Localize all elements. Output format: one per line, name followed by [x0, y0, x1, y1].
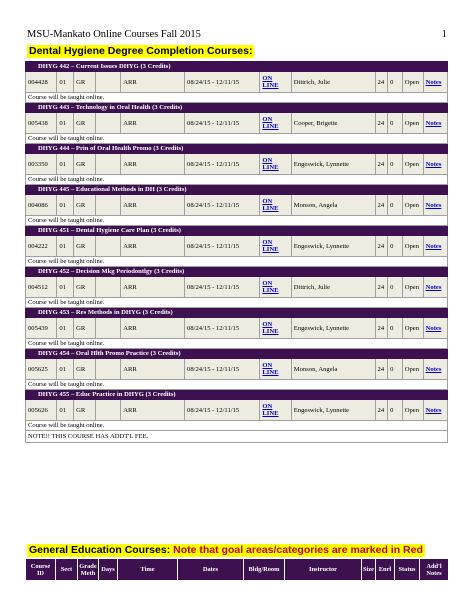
- cell-notes-link[interactable]: Notes: [423, 318, 447, 339]
- cell-bldg-room-online-link[interactable]: ON LINE: [260, 236, 291, 257]
- cell-status: Open: [402, 113, 423, 134]
- course-note-row: [26, 175, 448, 185]
- cell-instructor: Dittrich, Julie: [291, 277, 375, 298]
- cell-days: [96, 195, 121, 216]
- cell-status: Open: [402, 318, 423, 339]
- cell-bldg-room-online-link[interactable]: ON LINE: [260, 195, 291, 216]
- course-title: DHYG 451 – Dental Hygiene Care Plan (3 Credits): [26, 226, 448, 236]
- gen-ed-column-header: Sect: [56, 559, 78, 581]
- cell-enrl: 0: [388, 400, 403, 421]
- gen-ed-column-header: Status: [395, 559, 420, 581]
- cell-time: ARR: [121, 236, 185, 257]
- cell-status: Open: [402, 154, 423, 175]
- cell-days: [96, 318, 121, 339]
- gen-ed-column-header: Size: [362, 559, 376, 581]
- course-note: Course will be taught online.: [26, 298, 448, 308]
- cell-dates: 08/24/15 - 12/11/15: [185, 195, 260, 216]
- cell-enrl: 0: [388, 236, 403, 257]
- cell-status: Open: [402, 277, 423, 298]
- cell-status: Open: [402, 359, 423, 380]
- cell-time: ARR: [121, 400, 185, 421]
- cell-course-id: 004086: [26, 195, 57, 216]
- cell-course-id: 004428: [26, 72, 57, 93]
- course-header-row: [26, 349, 448, 359]
- cell-time: ARR: [121, 72, 185, 93]
- cell-time: ARR: [121, 359, 185, 380]
- course-title: DHYG 445 – Educational Methods in DH (3 Credits): [26, 185, 448, 195]
- cell-grade-meth: GR: [74, 318, 96, 339]
- cell-grade-meth: GR: [74, 277, 96, 298]
- cell-time: ARR: [121, 318, 185, 339]
- cell-size: 24: [375, 72, 388, 93]
- cell-status: Open: [402, 236, 423, 257]
- cell-grade-meth: GR: [74, 72, 96, 93]
- cell-grade-meth: GR: [74, 113, 96, 134]
- course-note: Course will be taught online.: [26, 421, 448, 431]
- course-note-row: [26, 134, 448, 144]
- gen-ed-header-row: [26, 559, 449, 581]
- cell-sect: 01: [57, 236, 74, 257]
- course-title: DHYG 454 – Oral Hlth Promo Practice (3 Credits): [26, 349, 448, 359]
- gen-ed-column-header: Grade Meth: [78, 559, 99, 581]
- cell-days: [96, 277, 121, 298]
- fee-note-row: [26, 431, 448, 443]
- gen-ed-column-header: Course ID: [26, 559, 56, 581]
- course-note-row: [26, 298, 448, 308]
- cell-dates: 08/24/15 - 12/11/15: [185, 318, 260, 339]
- cell-notes-link[interactable]: Notes: [423, 195, 447, 216]
- course-header-row: [26, 267, 448, 277]
- section-title: [27, 45, 254, 58]
- course-section-row: [26, 154, 448, 175]
- cell-notes-link[interactable]: Notes: [423, 400, 447, 421]
- cell-notes-link[interactable]: Notes: [423, 113, 447, 134]
- course-section-row: [26, 318, 448, 339]
- cell-dates: 08/24/15 - 12/11/15: [185, 400, 260, 421]
- course-note-row: [26, 257, 448, 267]
- cell-enrl: 0: [388, 195, 403, 216]
- cell-dates: 08/24/15 - 12/11/15: [185, 113, 260, 134]
- cell-notes-link[interactable]: Notes: [423, 359, 447, 380]
- gen-ed-column-header: Instructor: [285, 559, 362, 581]
- cell-enrl: 0: [388, 277, 403, 298]
- document-title: MSU-Mankato Online Courses Fall 2015: [27, 29, 201, 40]
- cell-size: 24: [375, 318, 388, 339]
- cell-dates: 08/24/15 - 12/11/15: [185, 236, 260, 257]
- cell-enrl: 0: [388, 154, 403, 175]
- cell-days: [96, 359, 121, 380]
- cell-instructor: Engeswick, Lynnette: [291, 236, 375, 257]
- cell-instructor: Cooper, Brigette: [291, 113, 375, 134]
- course-note-row: [26, 380, 448, 390]
- course-note: Course will be taught online.: [26, 134, 448, 144]
- course-header-row: [26, 144, 448, 154]
- cell-instructor: Dittrich, Julie: [291, 72, 375, 93]
- course-note: Course will be taught online.: [26, 93, 448, 103]
- course-header-row: [26, 103, 448, 113]
- cell-notes-link[interactable]: Notes: [423, 236, 447, 257]
- cell-time: ARR: [121, 154, 185, 175]
- cell-course-id: 003350: [26, 154, 57, 175]
- course-section-row: [26, 72, 448, 93]
- cell-bldg-room-online-link[interactable]: ON LINE: [260, 359, 291, 380]
- gen-ed-title-text: General Education Courses:: [29, 544, 171, 556]
- course-title: DHYG 443 – Technology in Oral Health (3 Credits): [26, 103, 448, 113]
- cell-sect: 01: [57, 277, 74, 298]
- course-header-row: [26, 62, 448, 72]
- cell-sect: 01: [57, 154, 74, 175]
- cell-grade-meth: GR: [74, 359, 96, 380]
- cell-size: 24: [375, 359, 388, 380]
- cell-status: Open: [402, 195, 423, 216]
- cell-days: [96, 154, 121, 175]
- cell-time: ARR: [121, 113, 185, 134]
- gen-ed-column-header: Time: [118, 559, 178, 581]
- cell-sect: 01: [57, 195, 74, 216]
- cell-bldg-room-online-link[interactable]: ON LINE: [260, 318, 291, 339]
- cell-grade-meth: GR: [74, 154, 96, 175]
- section-title-text: Dental Hygiene Degree Completion Courses:: [29, 45, 253, 57]
- course-header-row: [26, 185, 448, 195]
- cell-dates: 08/24/15 - 12/11/15: [185, 154, 260, 175]
- course-section-row: [26, 236, 448, 257]
- cell-instructor: Monson, Angela: [291, 195, 375, 216]
- gen-ed-subtitle: Note that goal areas/categories are marked in Red: [173, 544, 423, 556]
- course-table: [25, 61, 448, 443]
- cell-bldg-room-online-link[interactable]: ON LINE: [260, 277, 291, 298]
- cell-enrl: 0: [388, 72, 403, 93]
- course-title: DHYG 442 – Current Issues DHYG (3 Credits): [26, 62, 448, 72]
- cell-dates: 08/24/15 - 12/11/15: [185, 72, 260, 93]
- cell-dates: 08/24/15 - 12/11/15: [185, 359, 260, 380]
- cell-course-id: 004512: [26, 277, 57, 298]
- course-note: Course will be taught online.: [26, 380, 448, 390]
- cell-bldg-room-online-link[interactable]: ON LINE: [260, 154, 291, 175]
- cell-size: 24: [375, 154, 388, 175]
- course-title: DHYG 444 – Prin of Oral Health Promo (3 Credits): [26, 144, 448, 154]
- course-section-row: [26, 113, 448, 134]
- course-note-row: [26, 93, 448, 103]
- course-section-row: [26, 400, 448, 421]
- course-title: DHYG 452 – Decision Mkg Periodontlgy (3 Credits): [26, 267, 448, 277]
- course-header-row: [26, 390, 448, 400]
- course-note: Course will be taught online.: [26, 175, 448, 185]
- cell-sect: 01: [57, 359, 74, 380]
- cell-status: Open: [402, 400, 423, 421]
- gen-ed-header-table: [25, 558, 449, 581]
- cell-sect: 01: [57, 318, 74, 339]
- cell-days: [96, 236, 121, 257]
- cell-sect: 01: [57, 72, 74, 93]
- cell-sect: 01: [57, 400, 74, 421]
- cell-grade-meth: GR: [74, 400, 96, 421]
- cell-size: 24: [375, 400, 388, 421]
- cell-course-id: 005439: [26, 318, 57, 339]
- cell-instructor: Engeswick, Lynnette: [291, 318, 375, 339]
- gen-ed-column-header: Days: [99, 559, 118, 581]
- cell-size: 24: [375, 113, 388, 134]
- cell-course-id: 005438: [26, 113, 57, 134]
- cell-instructor: Engeswick, Lynnette: [291, 400, 375, 421]
- cell-notes-link[interactable]: Notes: [423, 277, 447, 298]
- course-note: Course will be taught online.: [26, 339, 448, 349]
- cell-instructor: Monson, Angela: [291, 359, 375, 380]
- cell-grade-meth: GR: [74, 236, 96, 257]
- cell-course-id: 005625: [26, 359, 57, 380]
- cell-size: 24: [375, 195, 388, 216]
- course-section-row: [26, 195, 448, 216]
- cell-notes-link[interactable]: Notes: [423, 72, 447, 93]
- course-header-row: [26, 308, 448, 318]
- fee-note: NOTE!! THIS COURSE HAS ADDT'L FEE.: [26, 431, 448, 443]
- cell-size: 24: [375, 236, 388, 257]
- cell-bldg-room-online-link[interactable]: ON LINE: [260, 72, 291, 93]
- cell-instructor: Engeswick, Lynnette: [291, 154, 375, 175]
- cell-days: [96, 72, 121, 93]
- cell-course-id: 005626: [26, 400, 57, 421]
- cell-enrl: 0: [388, 318, 403, 339]
- cell-time: ARR: [121, 195, 185, 216]
- course-title: DHYG 455 – Educ Practice in DHYG (3 Credits): [26, 390, 448, 400]
- cell-enrl: 0: [388, 359, 403, 380]
- cell-days: [96, 113, 121, 134]
- cell-notes-link[interactable]: Notes: [423, 154, 447, 175]
- cell-grade-meth: GR: [74, 195, 96, 216]
- cell-bldg-room-online-link[interactable]: ON LINE: [260, 400, 291, 421]
- gen-ed-column-header: Enrl: [376, 559, 395, 581]
- cell-time: ARR: [121, 277, 185, 298]
- course-title: DHYG 453 – Res Methods in DHYG (3 Credits): [26, 308, 448, 318]
- cell-enrl: 0: [388, 113, 403, 134]
- cell-course-id: 004222: [26, 236, 57, 257]
- gen-ed-column-header: Dates: [178, 559, 244, 581]
- gen-ed-title: [27, 544, 425, 557]
- gen-ed-column-header: Add'l Notes: [420, 559, 449, 581]
- course-note-row: [26, 216, 448, 226]
- course-note-row: [26, 339, 448, 349]
- page-header: [27, 29, 447, 43]
- page-number: 1: [441, 29, 447, 40]
- course-note: Course will be taught online.: [26, 216, 448, 226]
- cell-size: 24: [375, 277, 388, 298]
- cell-dates: 08/24/15 - 12/11/15: [185, 277, 260, 298]
- course-section-row: [26, 277, 448, 298]
- course-header-row: [26, 226, 448, 236]
- cell-status: Open: [402, 72, 423, 93]
- cell-bldg-room-online-link[interactable]: ON LINE: [260, 113, 291, 134]
- course-note-row: [26, 421, 448, 431]
- cell-sect: 01: [57, 113, 74, 134]
- cell-days: [96, 400, 121, 421]
- course-note: Course will be taught online.: [26, 257, 448, 267]
- gen-ed-column-header: Bldg/Room: [244, 559, 285, 581]
- course-section-row: [26, 359, 448, 380]
